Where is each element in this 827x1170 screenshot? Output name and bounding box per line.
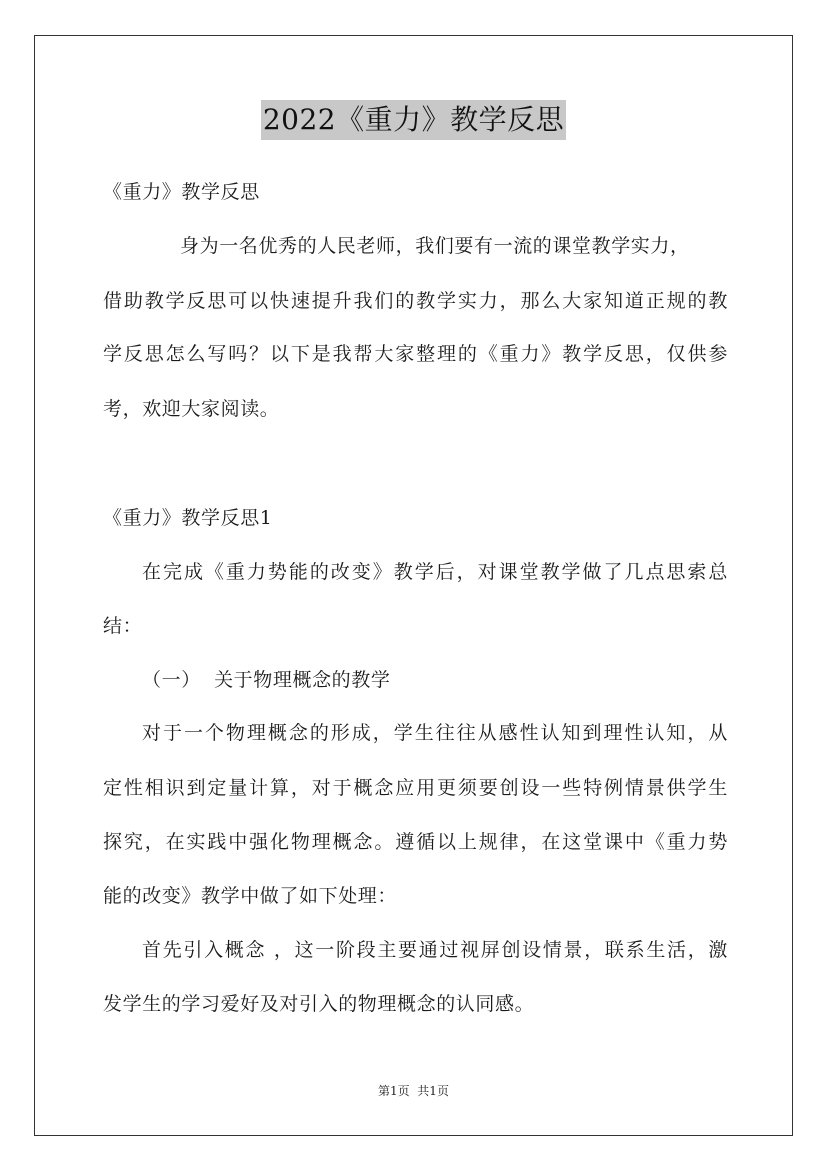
para2-line-3: 探究，在实践中强化物理概念。遵循以上规律，在这堂课中《重力势: [103, 831, 728, 853]
para2-line-4: 能的改变》教学中做了如下处理：: [103, 885, 398, 907]
title-container: [0, 100, 827, 140]
intro-line-2: 借助教学反思可以快速提升我们的教学实力，那么大家知道正规的教: [103, 290, 728, 312]
para3-line-2: 发学生的学习爱好及对引入的物理概念的认同感。: [103, 993, 535, 1015]
page-footer: 第1页 共1页: [378, 1084, 449, 1098]
para2-line-2: 定性相识到定量计算，对于概念应用更须要创设一些特例情景供学生: [103, 777, 728, 799]
document-title: 2022《重力》教学反思: [261, 100, 566, 140]
document-subtitle: 《重力》教学反思: [103, 181, 260, 203]
para1-line-1: 在完成《重力势能的改变》教学后，对课堂教学做了几点思索总: [142, 561, 728, 583]
intro-line-1: 身为一名优秀的人民老师，我们要有一流的课堂教学实力，: [180, 235, 690, 257]
para3-line-1: 首先引入概念 ，这一阶段主要通过视屏创设情景，联系生活，激: [142, 939, 728, 961]
intro-line-3: 学反思怎么写吗？以下是我帮大家整理的《重力》教学反思，仅供参: [103, 343, 728, 365]
para2-line-1: 对于一个物理概念的形成，学生往往从感性认知到理性认知，从: [142, 722, 728, 744]
section-heading: 《重力》教学反思1: [103, 507, 273, 529]
para1-line-2: 结：: [103, 615, 143, 637]
intro-line-4: 考，欢迎大家阅读。: [103, 398, 280, 420]
subheading: （一） 关于物理概念的教学: [142, 669, 391, 691]
